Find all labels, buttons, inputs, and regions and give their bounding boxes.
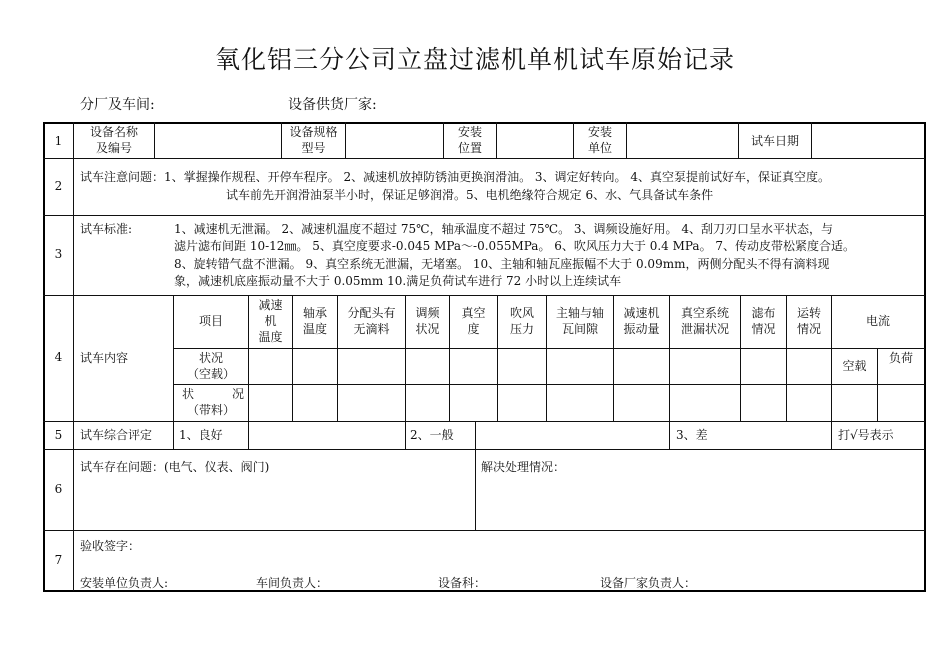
vendor-sign-label: 设备厂家负责人：	[600, 576, 697, 590]
test-standard-line3: 8、旋转错气盘不泄漏。 9、真空系统无泄漏，无堵塞。 10、主轴和轴瓦座振幅不大于 0.09mm，两侧分配头不得有滴料现	[174, 257, 830, 271]
page-title: 氧化铝三分公司立盘过滤机单机试车原始记录	[214, 45, 735, 74]
row-num-5: 5	[54, 428, 63, 442]
row-num-4: 4	[54, 350, 63, 364]
header-vacuum: 真空 度	[461, 306, 486, 336]
test-standard-line1: 1、减速机无泄漏。 2、减速机温度不超过 75℃，轴承温度不超过 75℃。 3、调频设施好用。 4、刮刀刃口呈水平状态，与	[174, 222, 834, 236]
header-running: 运转 情况	[796, 306, 821, 336]
equipment-name-field[interactable]	[155, 123, 281, 158]
row-num-6: 6	[54, 482, 63, 496]
test-date-field[interactable]	[812, 123, 924, 158]
header-vacuum-leak: 真空系统 泄漏状况	[680, 306, 729, 336]
solution-label: 解决处理情况：	[481, 460, 566, 474]
row-num-1: 1	[54, 134, 63, 148]
branch-label: 分厂及车间:	[80, 97, 155, 113]
row-num-2: 2	[54, 179, 63, 193]
test-problems-label: 试车存在问题：(电气、仪表、阀门)	[80, 460, 270, 474]
equipment-spec-field[interactable]	[346, 123, 443, 158]
current-idle-label: 空载	[842, 359, 867, 373]
evaluation-label: 试车综合评定	[80, 428, 153, 442]
install-unit-field[interactable]	[627, 123, 738, 158]
header-bearing-temp: 轴承 温度	[302, 306, 327, 336]
equipment-spec-label: 设备规格 型号	[289, 125, 338, 155]
installer-sign-label: 安装单位负责人:	[80, 576, 169, 590]
test-standard-line4: 象，减速机底座振动量不大于 0.05mm 10.满足负荷试车进行 72 小时以上连续试车	[174, 274, 622, 288]
row-num-3: 3	[54, 247, 63, 261]
row-num-7: 7	[54, 553, 63, 567]
workshop-sign-label: 车间负责人：	[256, 576, 329, 590]
test-date-label: 试车日期	[750, 134, 799, 148]
header-blow-pressure: 吹风 压力	[509, 306, 534, 336]
install-unit-label: 安装 单位	[587, 125, 612, 155]
supplier-label: 设备供货厂家:	[288, 97, 377, 113]
header-shaft-gap: 主轴与轴 瓦间隙	[555, 306, 604, 336]
equipment-dept-sign-label: 设备科：	[438, 576, 487, 590]
header-reducer-vibration: 减速机 振动量	[623, 306, 660, 336]
equipment-name-label: 设备名称 及编号	[89, 125, 138, 155]
header-filter-cloth: 滤布 情况	[751, 306, 776, 336]
header-reducer-temp: 减速 机 温度	[258, 298, 283, 344]
check-mark-note: 打√号表示	[838, 428, 894, 442]
test-standard-label: 试车标准:	[80, 222, 133, 236]
header-current: 电流	[865, 314, 890, 328]
rating-good[interactable]: 1、良好	[179, 428, 223, 442]
install-location-label: 安装 位置	[457, 125, 482, 155]
test-precautions-line2: 试车前先开润滑油泵半小时，保证足够润滑。5、电机绝缘符合规定 6、水、气具备试车条件	[226, 188, 714, 202]
test-standard-line2: 滤片滤布间距 10-12㎜。 5、真空度要求-0.045 MPa～-0.055MPa。 6、吹风压力大于 0.4 MPa。 7、传动皮带松紧度合适。	[174, 239, 856, 253]
test-precautions-line1: 试车注意问题：1、掌握操作规程、开停车程序。 2、减速机放掉防锈油更换润滑油。 3、调定好转向。 4、真空泵提前试好车，保证真空度。	[80, 170, 830, 184]
test-content-label: 试车内容	[80, 351, 129, 365]
rating-normal[interactable]: 2、一般	[410, 428, 454, 442]
header-freq-status: 调频 状况	[415, 306, 440, 336]
current-load-label: 负荷	[888, 351, 913, 365]
item-header: 项目	[198, 314, 223, 328]
header-distributor-drip: 分配头有 无滴料	[347, 306, 396, 336]
acceptance-sign-label: 验收签字：	[80, 539, 141, 553]
install-location-field[interactable]	[497, 123, 573, 158]
rating-poor[interactable]: 3、差	[676, 428, 708, 442]
empty-load-label: 状况 （空载）	[186, 351, 235, 381]
